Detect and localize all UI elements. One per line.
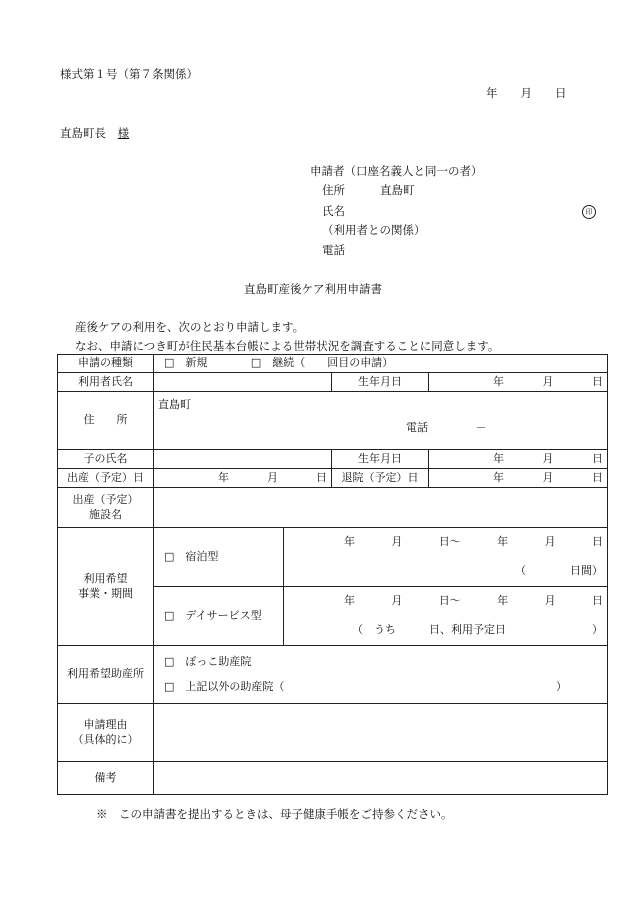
clinic-option-1[interactable]: □ ぽっこ助産院 <box>164 654 252 668</box>
user-birth-label-cell: 生年月日 <box>332 373 429 392</box>
child-name-label: 子の氏名 <box>58 450 154 469</box>
clinic-label: 利用希望助産所 <box>58 646 154 704</box>
table-row <box>58 469 608 488</box>
discharge-label: 退院（予定）日 <box>332 469 429 488</box>
discharge-date-field[interactable]: 年 月 日 <box>429 469 608 488</box>
remarks-label: 備考 <box>58 762 154 795</box>
remarks-input[interactable] <box>154 762 608 795</box>
child-birth-field[interactable]: 年 月 日 <box>429 450 608 469</box>
reason-label: 申請理由 （具体的に） <box>58 704 154 762</box>
intro-line-2: なお、申請につき町が住民基本台帳による世帯状況を調査することに同意します。 <box>75 339 500 353</box>
address-phone-dash: － <box>475 420 487 434</box>
reason-input[interactable] <box>154 704 608 762</box>
address-value: 直島町 <box>158 398 191 411</box>
addressee-suffix: 様 <box>117 126 130 140</box>
address-phone-label: 電話 <box>406 420 428 434</box>
stay-days: （ 日間） <box>515 564 603 577</box>
day-type-option[interactable]: □ デイサービス型 <box>154 587 284 646</box>
address-label: 住 所 <box>58 392 154 450</box>
table-row <box>58 488 608 528</box>
table-row <box>58 528 608 587</box>
child-name-input[interactable] <box>154 450 332 469</box>
date-line: 年 月 日 <box>486 86 567 100</box>
user-birth-field[interactable]: 年 月 日 <box>429 373 608 392</box>
application-table-main <box>57 354 608 795</box>
day-period-field[interactable]: 年 月 日～ 年 月 日 （ うち 日、利用予定日 ） <box>284 587 608 646</box>
addressee-name: 直島町長 <box>60 126 106 140</box>
seal-mark <box>582 203 596 219</box>
facility-input[interactable] <box>154 488 608 528</box>
applicant-name-label: 氏名 <box>322 204 345 218</box>
applicant-phone-label: 電話 <box>322 243 345 257</box>
intro-line-1: 産後ケアの利用を、次のとおり申請します。 <box>75 320 305 334</box>
form-number: 様式第１号（第７条関係） <box>60 67 198 81</box>
facility-label: 出産（予定） 施設名 <box>58 488 154 528</box>
child-birth-label: 生年月日 <box>332 450 429 469</box>
user-name-input[interactable] <box>154 373 332 392</box>
stay-type-option[interactable]: □ 宿泊型 <box>154 528 284 587</box>
seal-icon: 印 <box>582 205 596 219</box>
applicant-relation-label: （利用者との関係） <box>322 223 426 237</box>
table-row <box>58 450 608 469</box>
table-row <box>58 762 608 795</box>
table-row <box>58 392 608 450</box>
type-continue-option[interactable]: □ 継続（ 回目の申請） <box>250 356 394 370</box>
table-row: 利用希望助産所 □ ぽっこ助産院 □ 上記以外の助産院（ ） <box>58 646 608 704</box>
applicant-address-label: 住所 <box>322 183 345 197</box>
type-new-option[interactable]: □ 新規 <box>164 356 208 370</box>
applicant-address-value: 直島町 <box>380 183 415 197</box>
clinic-option-2[interactable]: □ 上記以外の助産院（ <box>164 679 285 693</box>
service-label: 利用希望 事業・期間 <box>58 528 154 646</box>
type-label-cell: 申請の種類 <box>58 355 154 373</box>
applicant-heading: 申請者（口座名義人と同一の者） <box>310 164 483 178</box>
footnote: ※ この申請書を提出するときは、母子健康手帳をご持参ください。 <box>96 807 453 821</box>
document-title: 直島町産後ケア利用申請書 <box>244 282 382 296</box>
user-name-label-cell: 利用者氏名 <box>58 373 154 392</box>
day-within: （ うち 日、利用予定日 <box>352 623 506 636</box>
delivery-label: 出産（予定）日 <box>58 469 154 488</box>
stay-period-field[interactable]: 年 月 日～ 年 月 日 （ 日間） <box>284 528 608 587</box>
address-field[interactable] <box>154 392 608 450</box>
table-row <box>58 704 608 762</box>
delivery-date-field[interactable]: 年 月 日 <box>154 469 332 488</box>
table-row <box>58 373 608 392</box>
addressee <box>60 125 129 141</box>
table-row <box>58 355 608 373</box>
